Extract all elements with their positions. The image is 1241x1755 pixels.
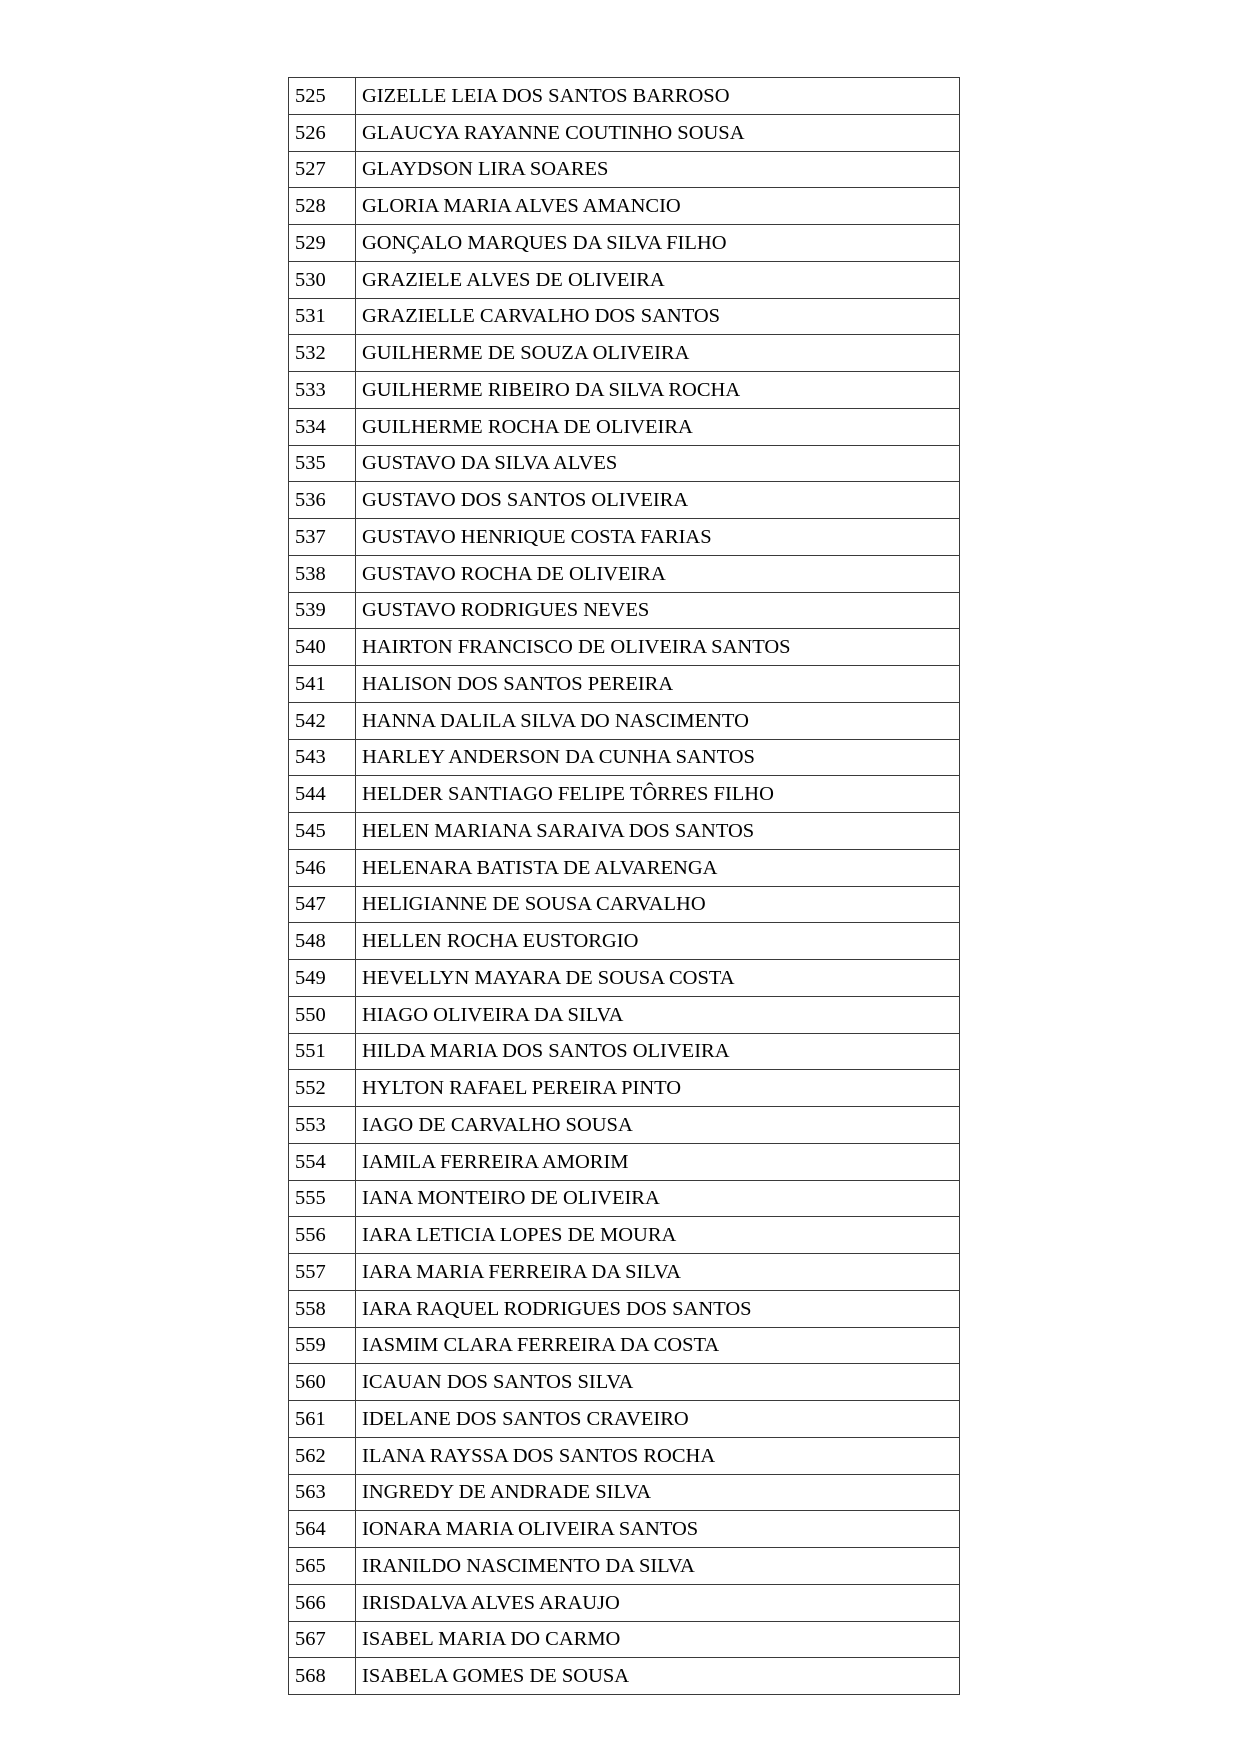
row-name-cell: GUSTAVO HENRIQUE COSTA FARIAS xyxy=(356,519,960,556)
row-number-cell: 557 xyxy=(289,1254,356,1291)
table-row xyxy=(289,776,960,813)
row-name-cell: IARA MARIA FERREIRA DA SILVA xyxy=(356,1254,960,1291)
row-name-cell: IRANILDO NASCIMENTO DA SILVA xyxy=(356,1548,960,1585)
row-name-cell: HELDER SANTIAGO FELIPE TÔRRES FILHO xyxy=(356,776,960,813)
table-row xyxy=(289,996,960,1033)
row-number-cell: 549 xyxy=(289,960,356,997)
table-row xyxy=(289,1474,960,1511)
row-number-cell: 559 xyxy=(289,1327,356,1364)
names-table-body xyxy=(289,78,960,1695)
row-number-cell: 525 xyxy=(289,78,356,115)
row-number-cell: 567 xyxy=(289,1621,356,1658)
table-row xyxy=(289,1548,960,1585)
row-number-cell: 560 xyxy=(289,1364,356,1401)
row-name-cell: HYLTON RAFAEL PEREIRA PINTO xyxy=(356,1070,960,1107)
table-row xyxy=(289,298,960,335)
table-row xyxy=(289,408,960,445)
row-name-cell: GIZELLE LEIA DOS SANTOS BARROSO xyxy=(356,78,960,115)
table-row xyxy=(289,1217,960,1254)
row-name-cell: GUILHERME RIBEIRO DA SILVA ROCHA xyxy=(356,372,960,409)
row-number-cell: 544 xyxy=(289,776,356,813)
table-row xyxy=(289,1511,960,1548)
row-name-cell: GONÇALO MARQUES DA SILVA FILHO xyxy=(356,225,960,262)
table-row xyxy=(289,1327,960,1364)
row-name-cell: IDELANE DOS SANTOS CRAVEIRO xyxy=(356,1401,960,1438)
row-number-cell: 538 xyxy=(289,555,356,592)
row-name-cell: ISABELA GOMES DE SOUSA xyxy=(356,1658,960,1695)
row-number-cell: 539 xyxy=(289,592,356,629)
row-number-cell: 534 xyxy=(289,408,356,445)
row-number-cell: 563 xyxy=(289,1474,356,1511)
row-name-cell: HELENARA BATISTA DE ALVARENGA xyxy=(356,849,960,886)
table-row xyxy=(289,335,960,372)
row-number-cell: 566 xyxy=(289,1584,356,1621)
row-name-cell: GLORIA MARIA ALVES AMANCIO xyxy=(356,188,960,225)
row-number-cell: 530 xyxy=(289,261,356,298)
table-row xyxy=(289,225,960,262)
table-row xyxy=(289,592,960,629)
table-row xyxy=(289,1401,960,1438)
row-number-cell: 561 xyxy=(289,1401,356,1438)
table-row xyxy=(289,1143,960,1180)
table-row xyxy=(289,114,960,151)
row-name-cell: HARLEY ANDERSON DA CUNHA SANTOS xyxy=(356,739,960,776)
row-number-cell: 536 xyxy=(289,482,356,519)
row-number-cell: 527 xyxy=(289,151,356,188)
row-name-cell: HELEN MARIANA SARAIVA DOS SANTOS xyxy=(356,813,960,850)
row-name-cell: IARA RAQUEL RODRIGUES DOS SANTOS xyxy=(356,1290,960,1327)
table-row xyxy=(289,78,960,115)
table-row xyxy=(289,555,960,592)
table-row xyxy=(289,519,960,556)
table-row xyxy=(289,1658,960,1695)
row-name-cell: GLAUCYA RAYANNE COUTINHO SOUSA xyxy=(356,114,960,151)
row-name-cell: IRISDALVA ALVES ARAUJO xyxy=(356,1584,960,1621)
row-name-cell: HIAGO OLIVEIRA DA SILVA xyxy=(356,996,960,1033)
table-row xyxy=(289,445,960,482)
row-number-cell: 541 xyxy=(289,666,356,703)
row-name-cell: IONARA MARIA OLIVEIRA SANTOS xyxy=(356,1511,960,1548)
row-name-cell: INGREDY DE ANDRADE SILVA xyxy=(356,1474,960,1511)
table-row xyxy=(289,629,960,666)
row-number-cell: 564 xyxy=(289,1511,356,1548)
row-number-cell: 565 xyxy=(289,1548,356,1585)
table-row xyxy=(289,1107,960,1144)
table-row xyxy=(289,1364,960,1401)
row-name-cell: IANA MONTEIRO DE OLIVEIRA xyxy=(356,1180,960,1217)
row-name-cell: IARA LETICIA LOPES DE MOURA xyxy=(356,1217,960,1254)
table-row xyxy=(289,261,960,298)
row-name-cell: GLAYDSON LIRA SOARES xyxy=(356,151,960,188)
row-number-cell: 535 xyxy=(289,445,356,482)
row-number-cell: 540 xyxy=(289,629,356,666)
table-row xyxy=(289,886,960,923)
row-number-cell: 558 xyxy=(289,1290,356,1327)
row-name-cell: HELIGIANNE DE SOUSA CARVALHO xyxy=(356,886,960,923)
table-row xyxy=(289,482,960,519)
row-number-cell: 562 xyxy=(289,1437,356,1474)
row-number-cell: 553 xyxy=(289,1107,356,1144)
table-row xyxy=(289,702,960,739)
table-row xyxy=(289,188,960,225)
table-row xyxy=(289,960,960,997)
row-name-cell: IASMIM CLARA FERREIRA DA COSTA xyxy=(356,1327,960,1364)
row-name-cell: GUILHERME DE SOUZA OLIVEIRA xyxy=(356,335,960,372)
row-number-cell: 552 xyxy=(289,1070,356,1107)
table-row xyxy=(289,813,960,850)
row-name-cell: GRAZIELLE CARVALHO DOS SANTOS xyxy=(356,298,960,335)
row-number-cell: 547 xyxy=(289,886,356,923)
row-name-cell: GRAZIELE ALVES DE OLIVEIRA xyxy=(356,261,960,298)
row-name-cell: IAGO DE CARVALHO SOUSA xyxy=(356,1107,960,1144)
row-number-cell: 555 xyxy=(289,1180,356,1217)
table-row xyxy=(289,1180,960,1217)
row-number-cell: 532 xyxy=(289,335,356,372)
table-row xyxy=(289,1254,960,1291)
row-name-cell: IAMILA FERREIRA AMORIM xyxy=(356,1143,960,1180)
table-row xyxy=(289,372,960,409)
table-row xyxy=(289,1290,960,1327)
row-number-cell: 554 xyxy=(289,1143,356,1180)
row-name-cell: GUSTAVO DA SILVA ALVES xyxy=(356,445,960,482)
table-row xyxy=(289,151,960,188)
row-number-cell: 526 xyxy=(289,114,356,151)
row-number-cell: 548 xyxy=(289,923,356,960)
row-name-cell: ILANA RAYSSA DOS SANTOS ROCHA xyxy=(356,1437,960,1474)
row-name-cell: HANNA DALILA SILVA DO NASCIMENTO xyxy=(356,702,960,739)
table-row xyxy=(289,1033,960,1070)
row-name-cell: GUSTAVO DOS SANTOS OLIVEIRA xyxy=(356,482,960,519)
names-table xyxy=(288,77,960,1695)
row-number-cell: 546 xyxy=(289,849,356,886)
table-row xyxy=(289,666,960,703)
row-number-cell: 542 xyxy=(289,702,356,739)
row-number-cell: 568 xyxy=(289,1658,356,1695)
row-name-cell: HILDA MARIA DOS SANTOS OLIVEIRA xyxy=(356,1033,960,1070)
row-number-cell: 537 xyxy=(289,519,356,556)
row-name-cell: ICAUAN DOS SANTOS SILVA xyxy=(356,1364,960,1401)
row-number-cell: 529 xyxy=(289,225,356,262)
row-number-cell: 528 xyxy=(289,188,356,225)
row-number-cell: 556 xyxy=(289,1217,356,1254)
row-name-cell: HEVELLYN MAYARA DE SOUSA COSTA xyxy=(356,960,960,997)
table-row xyxy=(289,1070,960,1107)
row-name-cell: HELLEN ROCHA EUSTORGIO xyxy=(356,923,960,960)
row-name-cell: GUSTAVO RODRIGUES NEVES xyxy=(356,592,960,629)
row-name-cell: ISABEL MARIA DO CARMO xyxy=(356,1621,960,1658)
row-name-cell: GUSTAVO ROCHA DE OLIVEIRA xyxy=(356,555,960,592)
table-row xyxy=(289,923,960,960)
row-number-cell: 533 xyxy=(289,372,356,409)
row-number-cell: 543 xyxy=(289,739,356,776)
row-name-cell: HALISON DOS SANTOS PEREIRA xyxy=(356,666,960,703)
table-row xyxy=(289,1584,960,1621)
row-number-cell: 551 xyxy=(289,1033,356,1070)
table-row xyxy=(289,849,960,886)
row-number-cell: 545 xyxy=(289,813,356,850)
row-name-cell: HAIRTON FRANCISCO DE OLIVEIRA SANTOS xyxy=(356,629,960,666)
table-row xyxy=(289,739,960,776)
table-row xyxy=(289,1437,960,1474)
row-name-cell: GUILHERME ROCHA DE OLIVEIRA xyxy=(356,408,960,445)
table-row xyxy=(289,1621,960,1658)
row-number-cell: 550 xyxy=(289,996,356,1033)
row-number-cell: 531 xyxy=(289,298,356,335)
